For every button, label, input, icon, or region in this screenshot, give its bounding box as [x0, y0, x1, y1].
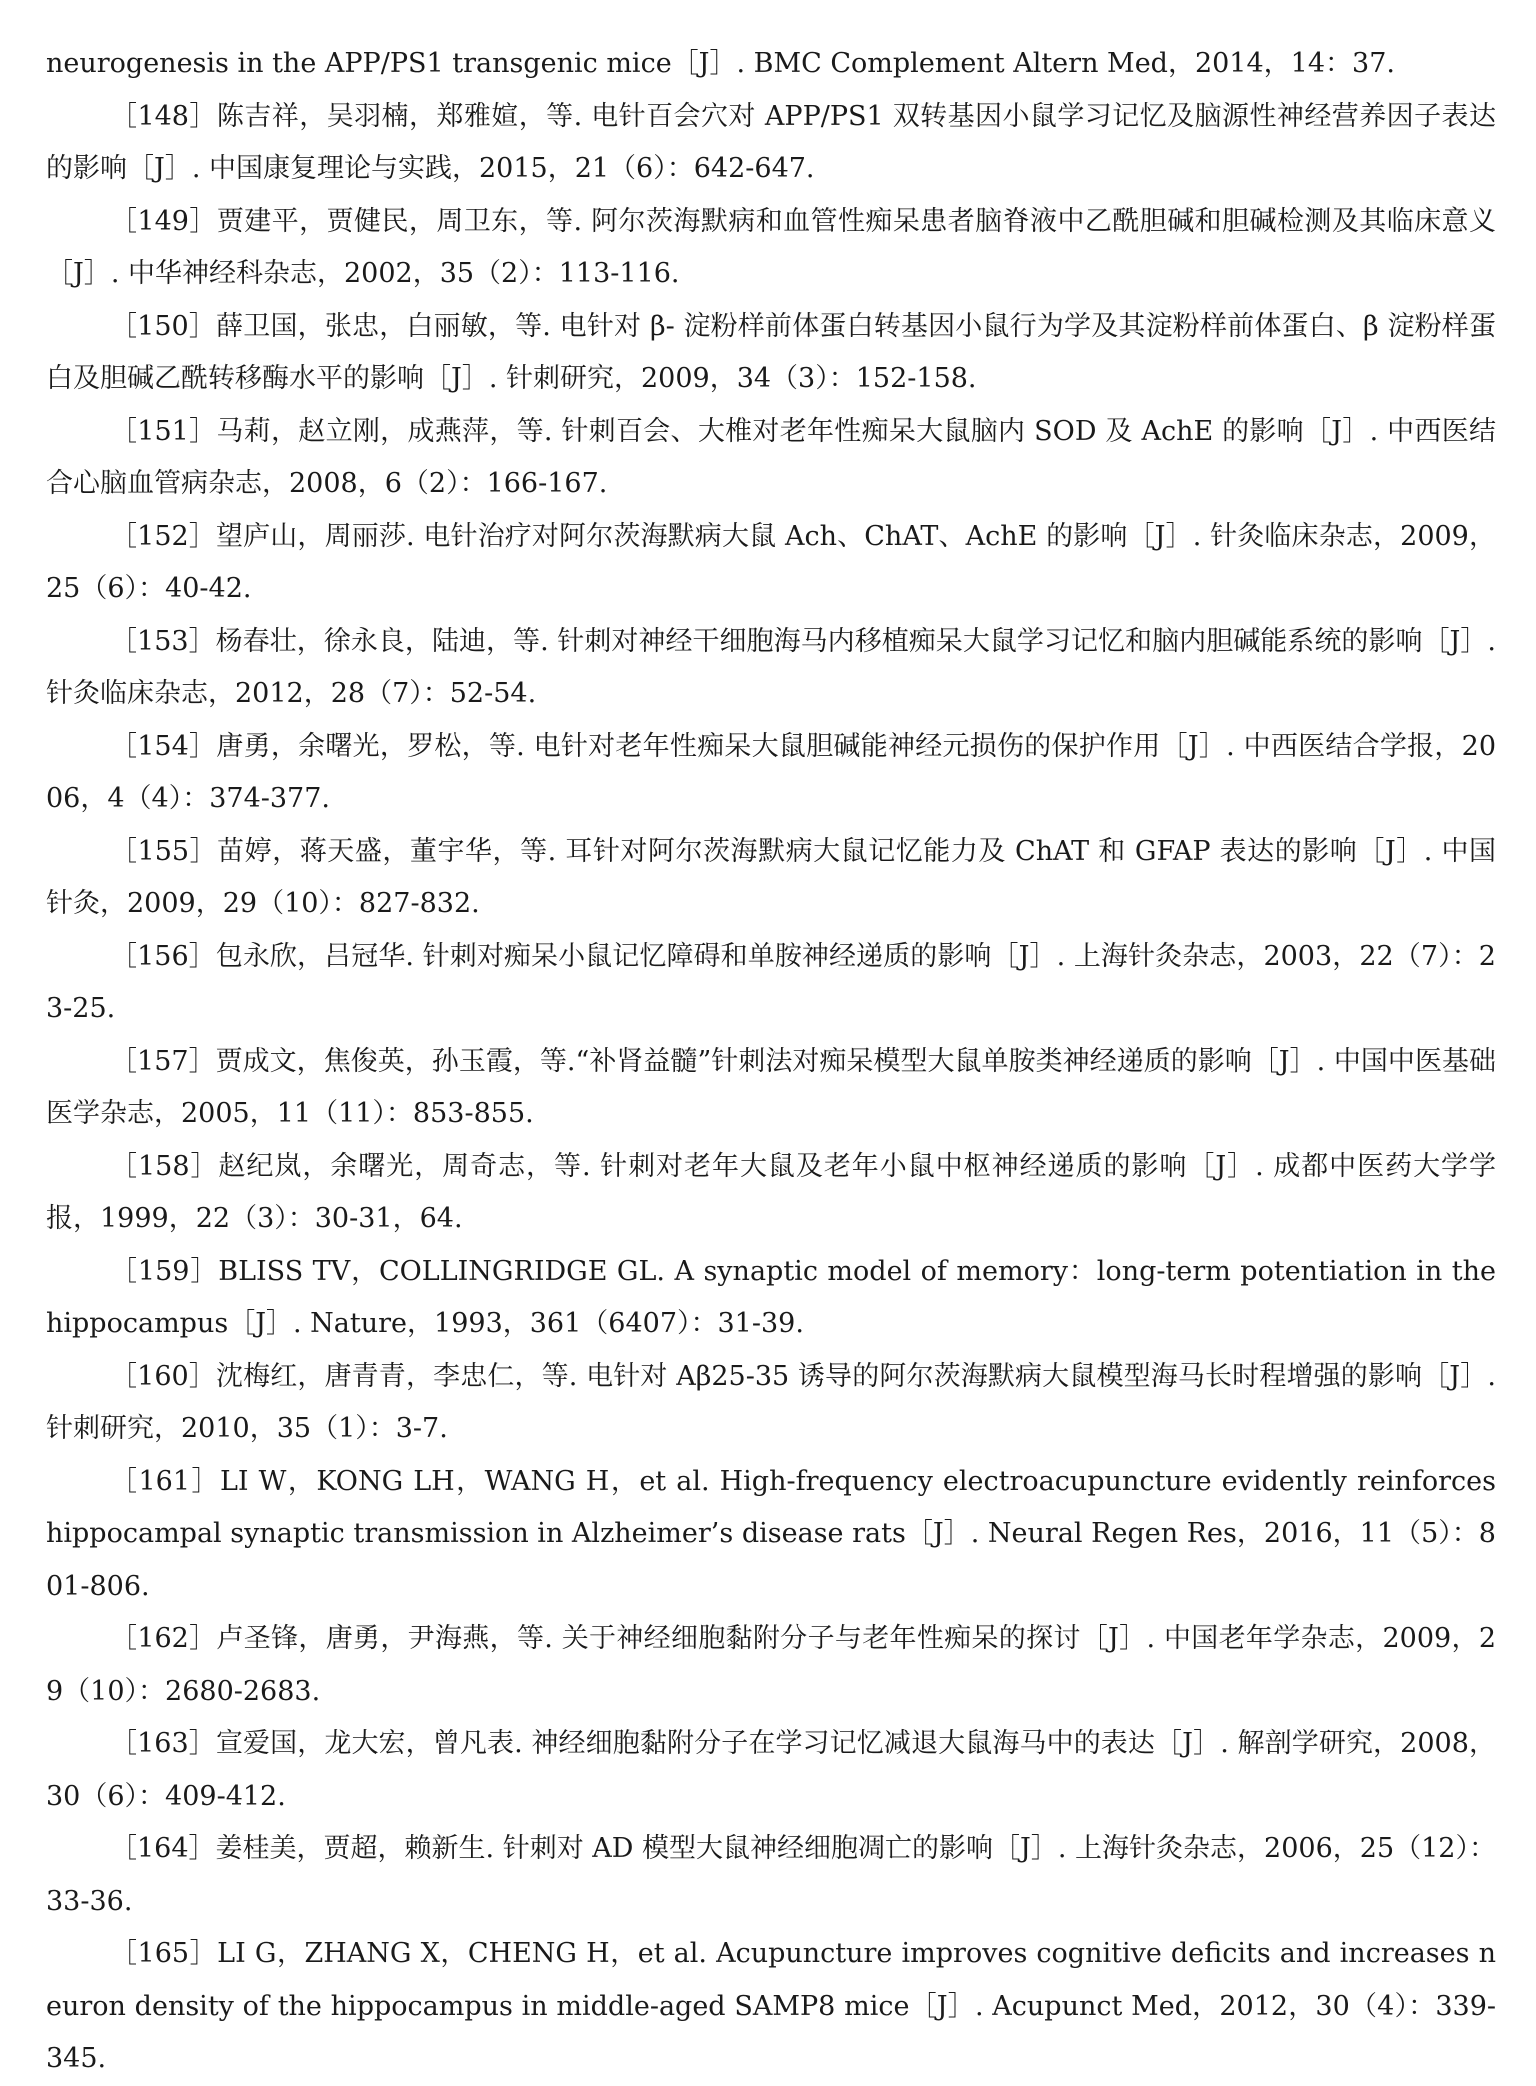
reference-entry-151: ［151］马莉，赵立刚，成燕萍，等. 针刺百会、大椎对老年性痴呆大鼠脑内 SOD 及 AchE 的影响［J］. 中西医结合心脑血管病杂志，2008，6（2）：166-167.: [46, 415, 1496, 499]
reference-entry-160: ［160］沈梅红，唐青青，李忠仁，等. 电针对 Aβ25-35 诱导的阿尔茨海默病大鼠模型海马长时程增强的影响［J］. 针刺研究，2010，35（1）：3-7.: [46, 1360, 1496, 1444]
reference-entry-164: ［164］姜桂美，贾超，赖新生. 针刺对 AD 模型大鼠神经细胞凋亡的影响［J］. 上海针灸杂志，2006，25（12）：33-36.: [46, 1833, 1496, 1917]
reference-entry-150: ［150］薛卫国，张忠，白丽敏，等. 电针对 β- 淀粉样前体蛋白转基因小鼠行为学及其淀粉样前体蛋白、β 淀粉样蛋白及胆碱乙酰转移酶水平的影响［J］. 针刺研究，2009，34（3）：152-158.: [46, 310, 1496, 394]
reference-entry-162: ［162］卢圣锋，唐勇，尹海燕，等. 关于神经细胞黏附分子与老年性痴呆的探讨［J］. 中国老年学杂志，2009，29（10）：2680-2683.: [46, 1623, 1496, 1707]
reference-entry-163: ［163］宣爱国，龙大宏，曾凡表. 神经细胞黏附分子在学习记忆减退大鼠海马中的表达［J］. 解剖学研究，2008，30（6）：409-412.: [46, 1728, 1496, 1812]
reference-entry-161: ［161］LI W，KONG LH，WANG H，et al. High-frequency electroacupuncture evidently reinforces hippocampal synaptic transmission in Alzheimer’s disease rats［J］. Neural Regen Res，2016，11（5）：801-806.: [46, 1465, 1496, 1602]
reference-entry-153: ［153］杨春壮，徐永良，陆迪，等. 针刺对神经干细胞海马内移植痴呆大鼠学习记忆和脑内胆碱能系统的影响［J］. 针灸临床杂志，2012，28（7）：52-54.: [46, 625, 1496, 709]
reference-entry-156: ［156］包永欣，吕冠华. 针刺对痴呆小鼠记忆障碍和单胺神经递质的影响［J］. 上海针灸杂志，2003，22（7）：23-25.: [46, 940, 1496, 1024]
reference-entry-155: ［155］苗婷，蒋天盛，董宇华，等. 耳针对阿尔茨海默病大鼠记忆能力及 ChAT 和 GFAP 表达的影响［J］. 中国针灸，2009，29（10）：827-832.: [46, 835, 1496, 919]
reference-entry-159: ［159］BLISS TV，COLLINGRIDGE GL. A synaptic model of memory：long-term potentiation in the hippocampus［J］. Nature，1993，361（6407）：31-39.: [46, 1255, 1496, 1339]
reference-entry-152: ［152］望庐山，周丽莎. 电针治疗对阿尔茨海默病大鼠 Ach、ChAT、AchE 的影响［J］. 针灸临床杂志，2009，25（6）：40-42.: [46, 520, 1496, 604]
reference-entry-165: ［165］LI G，ZHANG X，CHENG H，et al. Acupuncture improves cognitive deficits and increases neuron density of the hippocampus in middle-aged SAMP8 mice［J］. Acupunct Med，2012，30（4）：339-345.: [46, 1938, 1496, 2074]
reference-entry-148: ［148］陈吉祥，吴羽楠，郑雅媗，等. 电针百会穴对 APP/PS1 双转基因小鼠学习记忆及脑源性神经营养因子表达的影响［J］. 中国康复理论与实践，2015，21（6）：642-647.: [46, 100, 1496, 184]
reference-list: [46, 38, 1496, 2086]
reference-entry-157: ［157］贾成文，焦俊英，孙玉霞，等.“补肾益髓”针刺法对痴呆模型大鼠单胺类神经递质的影响［J］. 中国中医基础医学杂志，2005，11（11）：853-855.: [46, 1045, 1496, 1129]
reference-entry-149: ［149］贾建平，贾健民，周卫东，等. 阿尔茨海默病和血管性痴呆患者脑脊液中乙酰胆碱和胆碱检测及其临床意义［J］. 中华神经科杂志，2002，35（2）：113-116.: [46, 205, 1496, 289]
reference-entry-147-continuation: neurogenesis in the APP/PS1 transgenic mice［J］. BMC Complement Altern Med，2014，14：37.: [46, 48, 1395, 79]
reference-entry-154: ［154］唐勇，余曙光，罗松，等. 电针对老年性痴呆大鼠胆碱能神经元损伤的保护作用［J］. 中西医结合学报，2006，4（4）：374-377.: [46, 730, 1496, 814]
reference-entry-158: ［158］赵纪岚，余曙光，周奇志，等. 针刺对老年大鼠及老年小鼠中枢神经递质的影响［J］. 成都中医药大学学报，1999，22（3）：30-31，64.: [46, 1150, 1496, 1234]
